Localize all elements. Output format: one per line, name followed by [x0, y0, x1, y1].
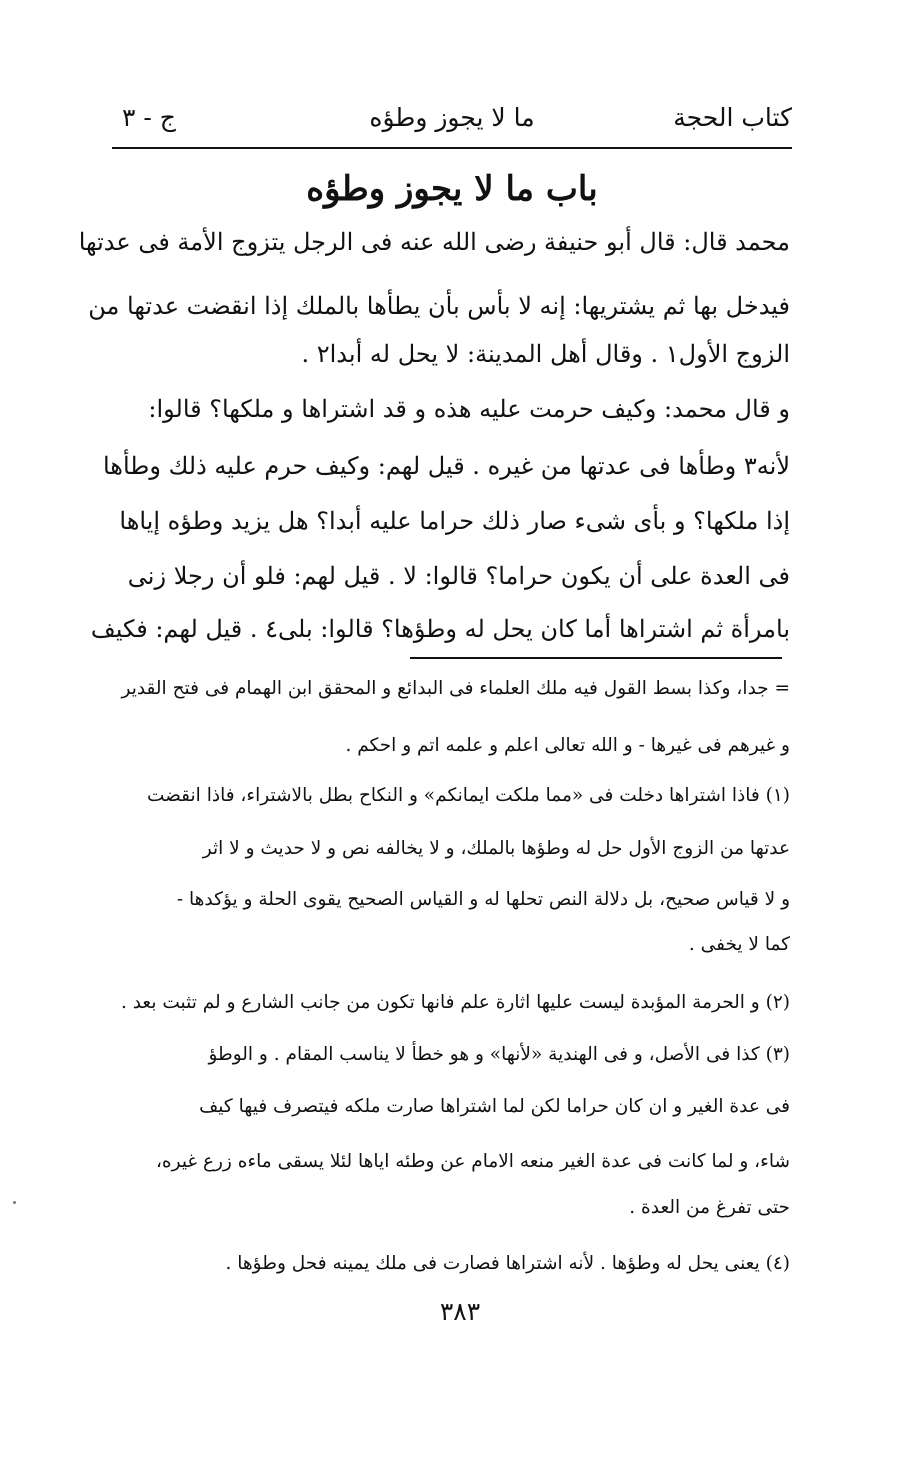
footnote-line: (٣) كذا فى الأصل، و فى الهندية «لأنها» و هو خطأ لا يناسب المقام . و الوطؤ: [208, 1044, 790, 1065]
footnote-line: (٢) و الحرمة المؤبدة ليست عليها اثارة علم فانها تكون من جانب الشارع و لم تثبت بعد .: [120, 992, 790, 1013]
scan-speck: [13, 1201, 16, 1204]
running-header: [112, 92, 792, 144]
footnote-line: كما لا يخفى .: [688, 934, 790, 955]
body-line: محمد قال: قال أبو حنيفة رضى الله عنه فى الرجل يتزوج الأمة فى عدتها: [78, 228, 790, 256]
body-line: إذا ملكها؟ و بأى شىء صار ذلك حراما عليه أبدا؟ هل يزيد وطؤه إياها: [119, 507, 790, 535]
page-number: ٣٨٣: [439, 1297, 481, 1326]
header-book-title: كتاب الحجة: [673, 103, 792, 132]
footnote-line: و لا قياس صحيح، بل دلالة النص تحلها له و القياس الصحيح يقوى الحلة و يؤكدها -: [176, 889, 790, 910]
footnote-line: = جدا، وكذا بسط القول فيه ملك العلماء فى البدائع و المحقق ابن الهمام فى فتح القدير: [121, 678, 790, 699]
body-line: و قال محمد: وكيف حرمت عليه هذه و قد اشتراها و ملكها؟ قالوا:: [148, 395, 790, 423]
header-volume: ج - ٣: [122, 103, 176, 132]
body-line: بامرأة ثم اشتراها أما كان يحل له وطؤها؟ قالوا: بلى٤ . قيل لهم: فكيف: [90, 615, 790, 643]
footnote-line: فى عدة الغير و ان كان حراما لكن لما اشتراها صارت ملكه فيتصرف فيها كيف: [199, 1096, 790, 1117]
header-divider: [112, 147, 792, 149]
footnote-line: و غيرهم فى غيرها - و الله تعالى اعلم و علمه اتم و احكم .: [345, 735, 790, 756]
body-line: الزوج الأول١ . وقال أهل المدينة: لا يحل له أبدا٢ .: [301, 340, 790, 368]
footnote-line: (٤) يعنى يحل له وطؤها . لأنه اشتراها فصارت فى ملك يمينه فحل وطؤها .: [225, 1253, 790, 1274]
body-line: فيدخل بها ثم يشتريها: إنه لا بأس بأن يطأها بالملك إذا انقضت عدتها من: [88, 292, 790, 320]
footnote-line: (١) فاذا اشتراها دخلت فى «مما ملكت ايمانكم» و النكاح بطل بالاشتراء، فاذا انقضت: [146, 785, 790, 806]
footnote-line: شاء، و لما كانت فى عدة الغير منعه الامام عن وطئه اياها لئلا يسقى ماءه زرع غيره،: [155, 1151, 790, 1172]
section-title: باب ما لا يجوز وطؤه: [306, 169, 598, 209]
footnote-line: حتى تفرغ من العدة .: [629, 1197, 790, 1218]
body-line: لأنه٣ وطأها فى عدتها من غيره . قيل لهم: وكيف حرم عليه ذلك وطأها: [102, 452, 790, 480]
footnote-divider: [410, 657, 782, 659]
body-line: فى العدة على أن يكون حراما؟ قالوا: لا . قيل لهم: فلو أن رجلا زنى: [127, 562, 790, 590]
header-chapter-title: ما لا يجوز وطؤه: [369, 103, 535, 132]
footnote-line: عدتها من الزوج الأول حل له وطؤها بالملك، و لا يخالفه نص و لا حديث و لا اثر: [202, 838, 790, 859]
